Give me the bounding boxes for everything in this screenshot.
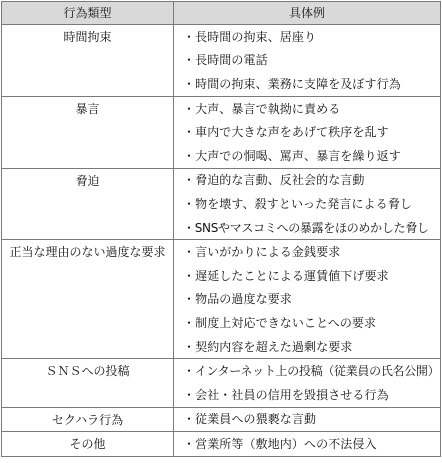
example-item: ・インターネット上の投稿（従業員の氏名公開） <box>183 364 440 379</box>
example-item: ・脅迫的な言動、反社会的な言動 <box>183 173 365 188</box>
category-cell: セクハラ行為 <box>2 407 174 432</box>
table-row <box>2 168 441 240</box>
category-cell: 正当な理由のない過度な要求 <box>2 240 174 359</box>
table-row <box>2 407 441 432</box>
example-item: ・物品の過度な要求 <box>183 292 292 307</box>
category-cell: 脅迫 <box>2 168 174 240</box>
example-item: ・言いがかりによる金銭要求 <box>183 245 341 260</box>
examples-cell <box>174 432 441 457</box>
example-item: ・車内で大きな声をあげて秩序を乱す <box>183 125 389 140</box>
table-row <box>2 25 441 97</box>
header-category: 行為類型 <box>2 2 174 25</box>
example-item: ・物を壊す、殺すといった発言による脅し <box>183 196 412 211</box>
example-item: ・SNSやマスコミへの暴露をほのめかした脅し <box>183 220 429 235</box>
category-cell: 暴言 <box>2 96 174 168</box>
examples-cell <box>174 240 441 359</box>
category-cell: ＳＮＳへの投稿 <box>2 359 174 407</box>
example-item: ・契約内容を超えた過剰な要求 <box>183 339 353 354</box>
example-item: ・大声での恫喝、罵声、暴言を繰り返す <box>183 148 401 163</box>
example-item: ・時間の拘束、業務に支障を及ぼす行為 <box>183 76 401 91</box>
header-row <box>2 2 441 25</box>
table-row <box>2 240 441 359</box>
harassment-types-table <box>1 1 441 457</box>
category-cell: 時間拘束 <box>2 25 174 97</box>
example-item: ・営業所等（敷地内）への不法侵入 <box>183 436 377 451</box>
example-item: ・大声、暴言で執拗に責める <box>183 101 341 116</box>
example-item: ・遅延したことによる運賃値下げ要求 <box>183 268 389 283</box>
category-cell: その他 <box>2 432 174 457</box>
example-item: ・従業員への猥褻な言動 <box>183 412 317 427</box>
examples-cell <box>174 25 441 97</box>
header-examples: 具体例 <box>174 2 441 25</box>
example-item: ・制度上対応できないことへの要求 <box>183 315 377 330</box>
harassment-types-table-wrap <box>1 1 441 457</box>
examples-cell <box>174 359 441 407</box>
table-header <box>2 2 441 25</box>
example-item: ・長時間の拘束、居座り <box>183 29 317 44</box>
examples-cell <box>174 96 441 168</box>
examples-cell <box>174 168 441 240</box>
table-row <box>2 96 441 168</box>
examples-cell <box>174 407 441 432</box>
table-row <box>2 359 441 407</box>
example-item: ・長時間の電話 <box>183 53 268 68</box>
table-body <box>2 25 441 457</box>
table-row <box>2 432 441 457</box>
example-item: ・会社・社員の信用を毀損させる行為 <box>183 387 389 402</box>
